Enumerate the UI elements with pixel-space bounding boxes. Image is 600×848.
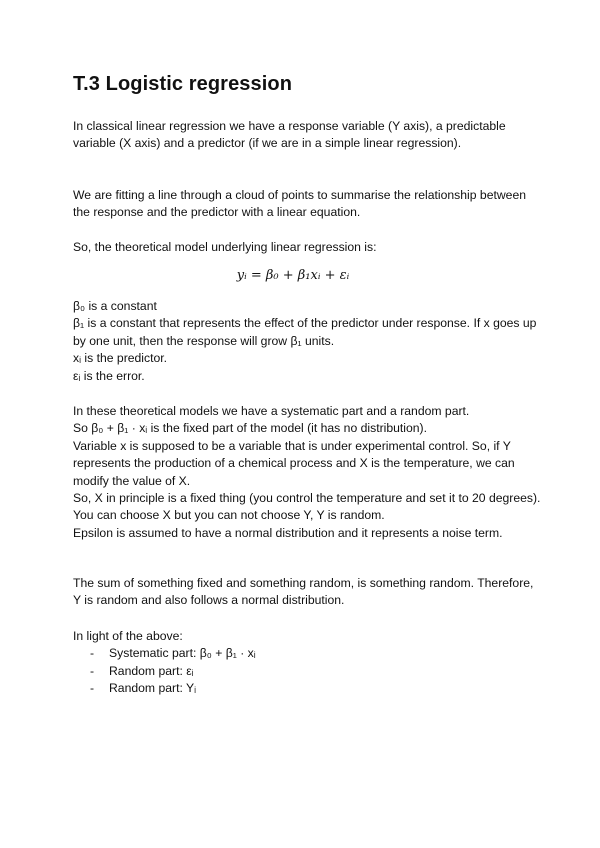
list-item [73, 663, 543, 680]
theory-line-systematic: In these theoretical models we have a systematic part and a random part. [73, 404, 470, 418]
fitting-text: We are fitting a line through a cloud of points to summarise the relationship between the response and the predictor with a linear equation. [73, 188, 527, 220]
light-intro-text: In light of the above: [73, 629, 183, 643]
sum-paragraph [73, 575, 543, 610]
list-item-text: Random part: Yᵢ [109, 681, 197, 696]
fitting-paragraph [73, 187, 543, 222]
parts-list [73, 645, 543, 697]
sum-text: The sum of something fixed and something random, is something random. Therefore, Y is random and also follows a normal distribution. [73, 576, 534, 608]
model-intro-text: So, the theoretical model underlying linear regression is: [73, 240, 377, 254]
definition-beta1: β₁ is a constant that represents the effect of the predictor under response. If x goes up by one unit, then the response will grow β₁ units. [73, 316, 537, 348]
definitions-block [73, 298, 543, 385]
intro-paragraph [73, 118, 543, 153]
theory-line-fixed-part: So β₀ + β₁ · xᵢ is the fixed part of the model (it has no distribution). [73, 421, 427, 436]
light-block [73, 628, 543, 698]
definition-beta0: β₀ is a constant [73, 299, 157, 313]
list-dash-marker: - [90, 663, 95, 678]
list-item-text: Systematic part: β₀ + β₁ · xᵢ [109, 646, 256, 661]
list-dash-marker: - [90, 681, 95, 696]
page-title: T.3 Logistic regression [73, 73, 293, 95]
list-item-text: Random part: εᵢ [109, 663, 194, 678]
theory-block [73, 403, 543, 542]
model-intro-paragraph [73, 239, 543, 256]
definition-predictor: xᵢ is the predictor. [73, 351, 168, 366]
intro-text: In classical linear regression we have a response variable (Y axis), a predictable variable (X axis) and a predictor (if we are in a simple linear regression). [73, 119, 506, 151]
list-dash-marker: - [90, 646, 95, 661]
theory-line-fixed-thing: So, X in principle is a fixed thing (you control the temperature and set it to 20 degrees). You can choose X but you can not choose Y, Y is random. [73, 491, 541, 523]
theory-line-experimental-control: Variable x is supposed to be a variable that is under experimental control. So, if Y represents the production of a chemical process and X is the temperature, we can modify the value of X. [73, 438, 515, 488]
list-item [73, 645, 543, 662]
definition-error: εᵢ is the error. [73, 368, 145, 383]
regression-equation: yᵢ = β₀ + β₁xᵢ + εᵢ [236, 268, 350, 283]
theory-line-epsilon: Epsilon is assumed to have a normal distribution and it represents a noise term. [73, 525, 503, 540]
list-item [73, 680, 543, 697]
